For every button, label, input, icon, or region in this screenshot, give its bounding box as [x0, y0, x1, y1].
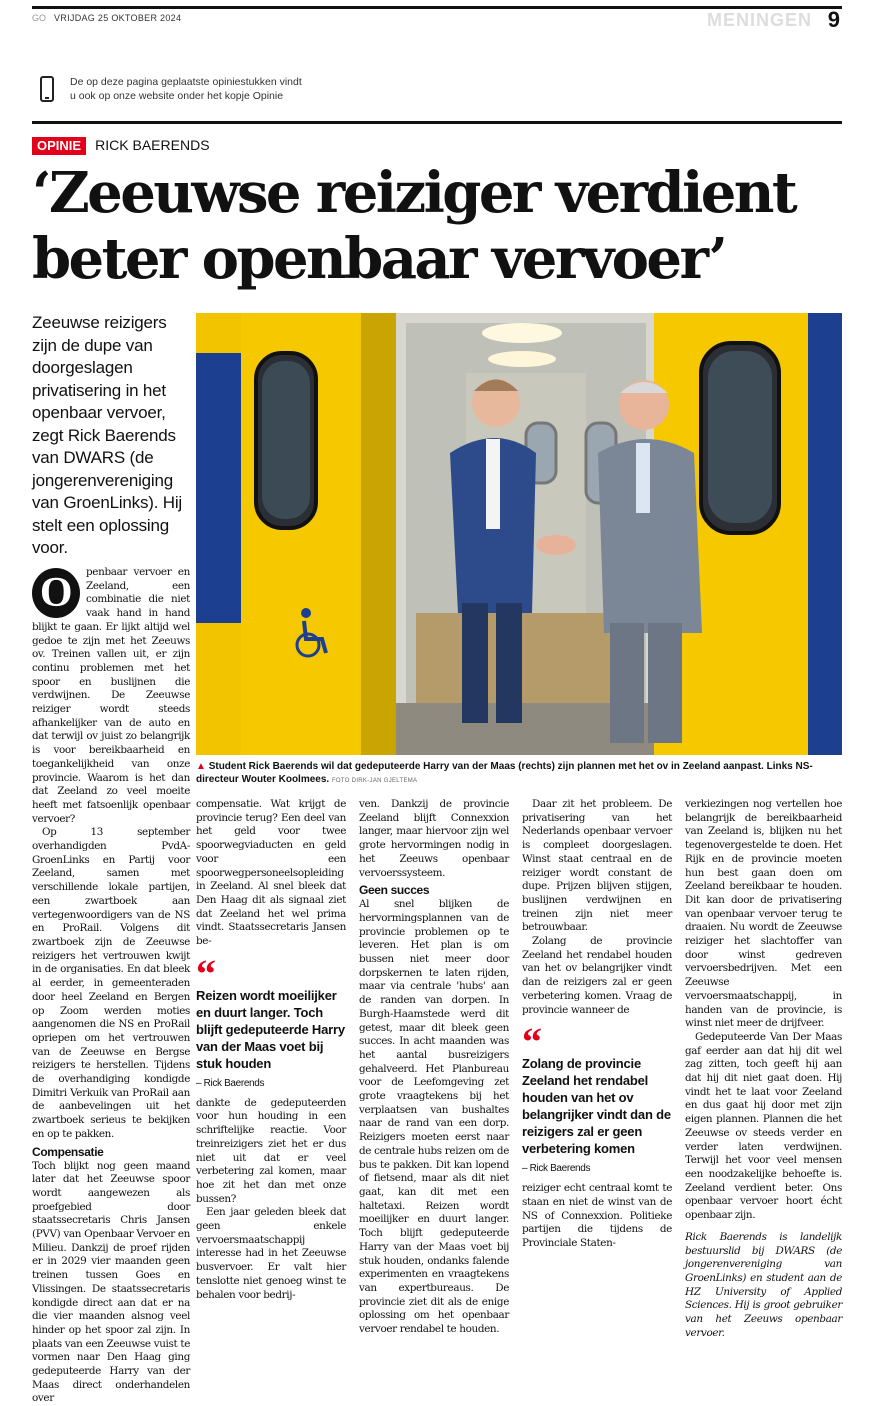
photo-credit: FOTO DIRK-JAN GJELTEMA	[331, 778, 418, 784]
opinion-tag: OPINIE	[32, 137, 86, 155]
paragraph: Op 13 september overhandigden PvdA-GroenLinks en Partij voor Zeeland, samen met verschillende lokale partijen, een zwartboek aan vertegenwoordigers van de NS en ProRail. Volgens dit zwartboek zijn de Zeeuwse reizigers het vertrouwen kwijt in de organisaties. En dat bleek al eerder, in gemeenteraden door heel Zeeland en Bergen op Zoom werden moties aangenomen die NS en ProRail opriepen om het vertrouwen van de Zeeuwse en Bergse reizigers te herstellen. Tijdens de overhandiging kondigde Dimitri Verkuik van ProRail aan de aanbevelingen uit het zwartboek serieus te bekijken en op te pakken.	[32, 826, 190, 1140]
subheading-compensatie: Compensatie	[32, 1144, 104, 1159]
online-notice	[32, 70, 532, 110]
author-bio: Rick Baerends is landelijk bestuurslid bij DWARS (de jongerenvereniging van GroenLinks) en student aan de HZ University of Applied Sciences. Hij is groot gebruiker van het Zeeuws openbaar vervoer.	[685, 1230, 842, 1339]
pull-quote-text: Reizen wordt moeilijker en duurt langer. Toch blijft gedeputeerde Harry van der Maas voet bij stuk houden	[196, 987, 345, 1071]
article-photo	[196, 313, 842, 755]
headline-line-2: beter openbaar vervoer’	[32, 226, 726, 292]
pull-quote-author: – Rick Baerends	[522, 1163, 591, 1175]
paragraph: ven. Dankzij de provincie Zeeland blijft Connexxion langer, maar hiervoor zijn wel grote hervormingen nodig in het Zeeuws openbaar vervoerssysteem.	[359, 798, 509, 879]
article-column-5	[685, 798, 842, 1339]
notice-line-1: De op deze pagina geplaatste opiniestukken vindt	[70, 76, 302, 88]
paragraph: dankte de gedeputeerden voor hun houding in een schriftelijke reactie. Voor treinreizigers ziet het er dus niet uit dat er veel verbetering zal komen, maar hoe zit het dan met onze bussen?	[196, 1096, 346, 1205]
article-column-1	[32, 566, 190, 1405]
paragraph-text: penbaar vervoer en Zeeland, een combinatie die niet vaak hand in hand blijkt te gaan. Er lijkt altijd wel gedoe te zijn met het Zeeuws ov. Treinen vallen uit, er zijn continu problemen met het spoor en buslijnen die verdwijnen. De Zeeuwse reiziger wordt steeds afhankelijker van de auto en dat terwijl ov juist zo belangrijk is voor bereikbaarheid en toegankelijkheid van onze provincie. Waarom is het dan dat Zeeland zo veel moeite heeft met fatsoenlijk openbaar vervoer?	[32, 566, 190, 825]
paragraph	[32, 566, 190, 826]
page-number: 9	[827, 7, 840, 32]
pull-quote-1	[196, 950, 346, 1091]
paragraph: Al snel blijken de hervormingsplannen van de provincie problemen op te leveren. Het plan is om bussen niet meer door dorpskernen te laten rijden, maar via centrale 'hubs' aan de randen van dorpen. In Burgh-Haamstede werd dit getest, maar dit bleek geen succes. In acht maanden was het aantal busreizigers gehalveerd. Het Planbureau voor de Leefomgeving zet grote vraagtekens bij het verplaatsen van bushaltes naar de rand van een dorp. Reizigers moeten eerst naar de centrale hubs reizen om de bus te pakken. Dit kan lopend of fietsend, maar als dit niet gaat, kan dit met een haltetaxi. Reizen wordt moeilijker en duurt langer. Toch blijft gedeputeerde Harry van der Maas voet bij stuk houden, ondanks falende experimenten en vraagtekens van expertbureaus. De provincie ziet dit als de enige oplossing om het openbaar vervoer rendabel te houden.	[359, 898, 509, 1336]
caption-text: Student Rick Baerends wil dat gedeputeerde Harry van der Maas (rechts) zijn plannen met het ov in Zeeland aanpast. Links NS-directeur Wouter Koolmees.	[196, 761, 813, 785]
paragraph: reiziger echt centraal komt te staan en niet de winst van de NS of Connexxion. Politieke partijen die tijdens de Provinciale Staten-	[522, 1182, 672, 1250]
paragraph: Gedeputeerde Van Der Maas gaf eerder aan dat hij dit wel zag zitten, toch geeft hij aan dat hij dit niet gaat doen. Hij vindt het te laat voor Zeeland en dus gaat hij door met zijn eigen plannen. Plannen die het Zeeuwse ov steeds verder en verder laten verdwijnen. Terwijl het voor veel mensen een noodzakelijke behoefte is. Zeeland verdient beter. Ons openbaar vervoer hoort écht openbaar zijn.	[685, 1030, 842, 1222]
subheading-geen-succes: Geen succes	[359, 883, 430, 898]
quote-mark-icon: “	[196, 950, 216, 996]
divider	[32, 121, 842, 124]
photo-caption	[196, 760, 842, 786]
intro-lead: Zeeuwse reizigers zijn de dupe van doorgeslagen privatisering in het openbaar vervoer, zegt Rick Baerends van DWARS (de jongerenvereniging van GroenLinks). Hij stelt een oplossing voor.	[32, 313, 183, 557]
smartphone-icon	[40, 76, 54, 102]
edition-code: GO	[32, 13, 47, 23]
notice-text	[70, 75, 302, 103]
notice-line-2: u ook op onze website onder het kopje Opinie	[70, 90, 284, 102]
dropcap: O	[32, 568, 80, 618]
article-kicker	[32, 135, 210, 153]
article-column-4	[522, 798, 672, 1250]
headline	[32, 160, 847, 292]
issue-date: VRIJDAG 25 OKTOBER 2024	[54, 13, 182, 23]
quote-mark-icon: “	[522, 1019, 542, 1065]
article-column-3	[359, 798, 509, 1336]
photo-illustration	[196, 313, 842, 755]
section-name: MENINGEN	[706, 10, 812, 30]
paragraph: Een jaar geleden bleek dat geen enkele vervoersmaatschappij interesse had in het Zeeuwse busvervoer. Er valt hier tenslotte niet genoeg winst te behalen voor bedrij-	[196, 1206, 346, 1301]
article-column-2	[196, 798, 346, 1301]
page-header	[32, 6, 842, 32]
caption-triangle-icon: ▲	[196, 761, 206, 772]
paragraph: Daar zit het probleem. De privatisering van het Nederlands openbaar vervoer is compleet doorgeslagen. Winst staat centraal en de reiziger wordt constant de dupe. Prijzen blijven stijgen, buslijnen verdwijnen en treinen zijn niet meer betrouwbaar.	[522, 798, 672, 934]
pull-quote-author: – Rick Baerends	[196, 1077, 265, 1089]
paragraph: compensatie. Wat krijgt de provincie terug? Een deel van het geld voor twee spoorwegviaducten en geld voor een spoorwegpersoneelsopleiding in Zeeland. Al snel bleek dat Den Haag dit als signaal ziet dat Zeeland het wel prima vindt. Staatssecretaris Jansen be-	[196, 798, 346, 948]
paragraph: Toch blijkt nog geen maand later dat het Zeeuwse spoor wordt aangewezen als proefgebied door staatssecretaris Chris Jansen (PVV) van Openbaar Vervoer en Milieu. Dankzij de proef rijden er in 2029 vier maanden geen treinen tussen Goes en Vlissingen. De staatssecretaris kondigde direct aan dat er na die vier maanden alsnog veel hinder op het spoor zal zijn. In plaats van een Zeeuwse vuist te vormen naar Den Haag ging gedeputeerde Harry van der Maas direct onderhandelen over	[32, 1159, 190, 1405]
pull-quote-text: Zolang de provincie Zeeland het rendabel houden van het ov belangrijker vindt dan de reizigers zal er geen verbetering komen	[522, 1056, 671, 1157]
paragraph: verkiezingen nog vertellen hoe belangrijk de bereikbaarheid van Zeeland is, blijken nu het tegenovergestelde te doen. Het Rijk en de provincie moeten hun best gaan doen om Zeeland bereikbaar te houden. Dit kan door de privatisering van openbaar vervoer terug te draaien. Nu wordt de Zeeuwse reiziger het slachtoffer van door winst gedreven vervoersbedrijven. Met een Zeeuwse vervoersmaatschappij, in handen van de provincie, is winst niet meer de drijfveer.	[685, 798, 842, 1030]
headline-line-1: ‘Zeeuwse reiziger verdient	[32, 160, 796, 226]
pull-quote-2	[522, 1019, 672, 1176]
byline: RICK BAERENDS	[95, 137, 210, 153]
paragraph: Zolang de provincie Zeeland het rendabel houden van het ov belangrijker vindt dan de reizigers zal er geen verbetering komen. Vraag de provincie wanneer de	[522, 935, 672, 1016]
